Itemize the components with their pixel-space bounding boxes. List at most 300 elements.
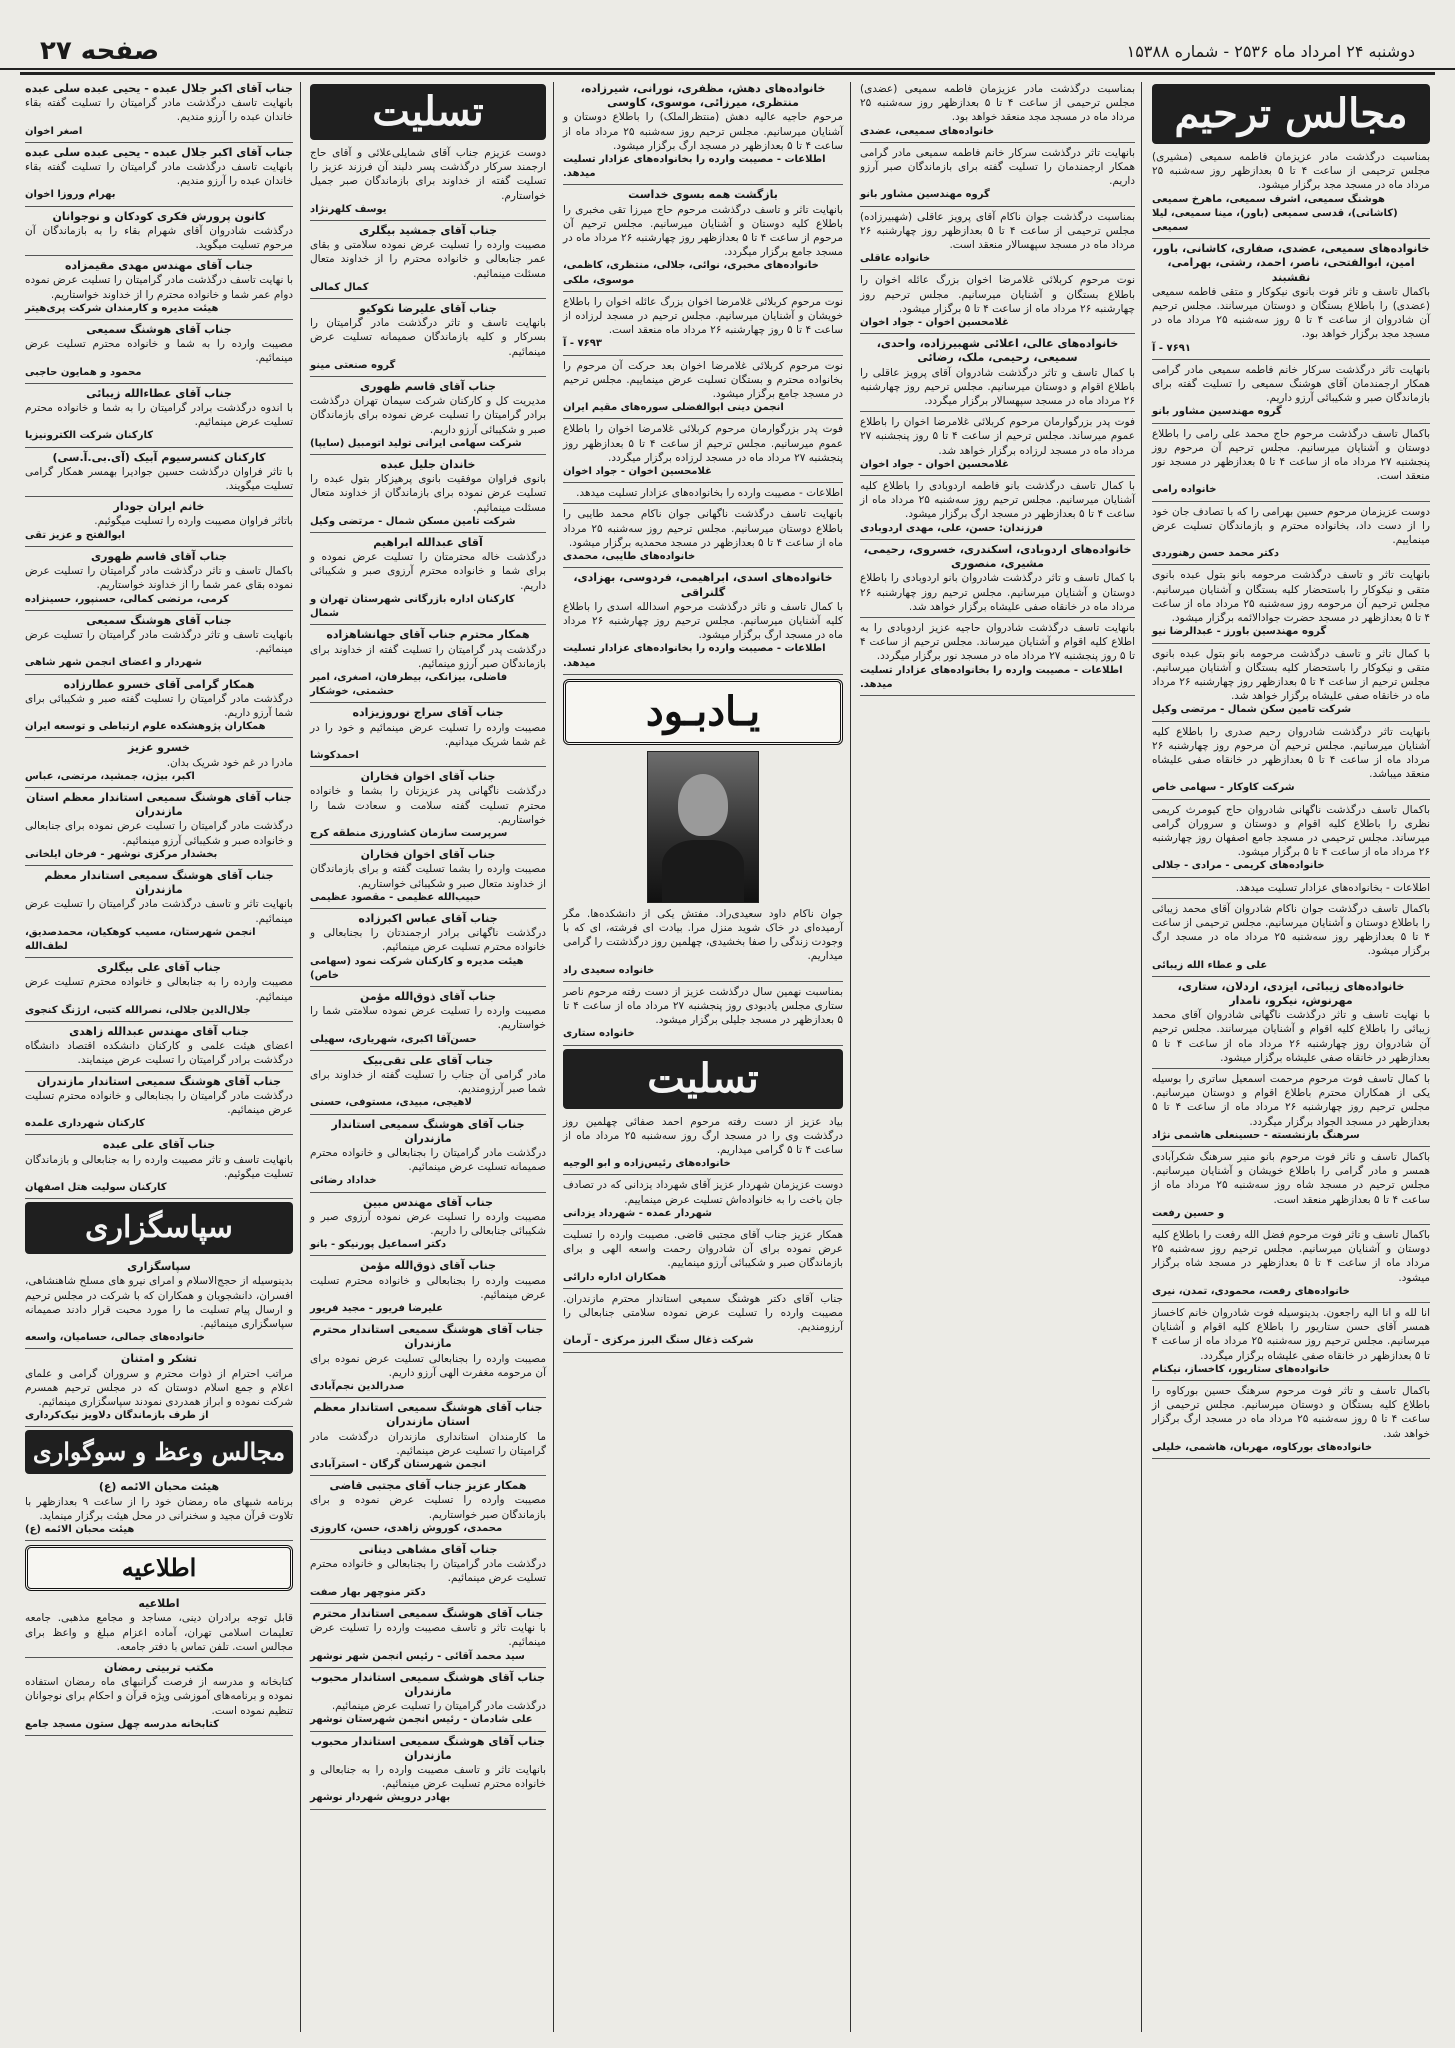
notice [1152,881,1430,899]
notice [25,1352,293,1427]
notice-body: بانهایت تاثر و تاسف درگذشت مرحومه بانو بتول عبده بانوی متقی و نیکوکار را باستحضار کلیه بستگان و آشنایان میرسانیم. مجلس ترحیم آن مرحومه روز سه‌شنبه ۲۵ مرداد ماه از ساعت ۴ تا ۵ بعدازظهر در مسجد حضرت جوادالائمه برگزار میشود. [1152,569,1430,625]
notice-signature: کمال کمالی [310,281,369,293]
notice-heading: کانون پرورش فکری کودکان و نوجوانان [52,209,266,223]
notice-signature: خانواده‌های طایبی، محمدی [563,551,696,563]
notice-signature: غلامحسین اخوان - جواد اخوان [563,466,712,478]
notice [1152,242,1430,360]
notice [1152,980,1430,1069]
notice-signature: و حسین رفعت [1152,1207,1225,1219]
notice-signature: صدرالدین نجم‌آبادی [310,1381,405,1393]
notice-signature: جلال‌الدین جلالی، نصرالله کتبی، ارژنگ کنجوی [25,1004,251,1016]
notice-body: باکمال تاسف و تاثر فوت مرحوم سرهنگ حسین بورکاوه را باطلاع کلیه بستگان و دوستان میرسانیم. مجلس ترحیمی از ساعت ۴ تا ۵ روز سه‌شنبه ۲۵ مرداد ماه در مسجد ارگ برگزار خواهد شد. [1152,1385,1431,1440]
notice-signature: گروه مهندسین مشاور بانو [860,189,990,201]
notice [310,146,546,221]
notice [25,387,293,448]
notice-signature: حبیب‌الله عظیمی - مقصود عظیمی [310,891,481,903]
notice-heading: جناب آقای هوشنگ سمیعی [86,323,232,337]
notice-heading: جناب آقای مهندس مهدی مقیمزاده [64,259,254,273]
notice-body: بانهایت تاثر درگذشت سرکار خانم فاطمه سمیعی مادر گرامی همکار ارجمندمان را تسلیت گفته برای بازماندگان صبر آرزو داریم. [860,146,1135,188]
notice-body: با کمال تاسف و تاثر درگذشت شادروان آقای پرویز عاقلی را باطلاع اقوام و دوستان میرسانیم. مجلس ترحیم روز چهارشنبه ۲۶ مرداد ماه در مسجد سپهسالار برگزار میگردد. [860,366,1135,408]
notice-signature: علیرضا فریور - مجید فریور [310,1303,444,1315]
notice-heading: جناب آقای جمشید بیگلری [358,224,498,238]
notice-heading: جناب آقای هوشنگ سمیعی استاندار معظم مازندران [44,868,274,897]
notice-signature: همکاران اداره دارائی [563,1271,667,1283]
notice-body: دوست عزیزم جناب آقای شمایلی‌علائی و آقای حاج ارجمند سرکار درگذشت پسر دلبند آن فرزند عزیز را تسلیت گفته از خداوند برای بازماندگان صبر جمیل خواستارم. [310,147,546,202]
notice-signature: خانواده رامی [1152,484,1217,496]
notice [563,188,843,291]
notice-body: برنامه شبهای ماه رمضان خود را از ساعت ۹ بعدازظهر با تلاوت قرآن مجید و سخنرانی در محل هیئت برگزار مینماید. [25,1495,293,1522]
notice-signature: محمود و همایون حاجبی [25,366,142,378]
notice-signature: کارکنان سولیت هتل اصفهان [25,1182,167,1194]
notice-body: با کمال تاثر و تاسف درگذشت مرحومه بانو بتول عبده بانوی متقی و نیکوکار را باستحضار کلیه بستگان و آشنایان میرسانیم. مجلس ترحیم از ساعت ۴ تا ۵ بعدازظهر روز چهارشنبه ۲۶ مرداد ماه در خانقاه صفی علیشاه برگزار خواهد شد. [1152,647,1431,703]
notice-signature: محمدی، کوروش زاهدی، حسن، کاروزی [310,1522,503,1534]
notice-heading: جناب آقای هوشنگ سمیعی استاندار معظم استان مازندران [26,790,292,819]
notice-heading: جناب آقای علیرضا نکوکیو [359,302,497,316]
notice-heading: تشکر و امتنان [120,1352,198,1366]
notice [25,323,293,384]
notice [310,1259,546,1320]
notice [25,1597,293,1658]
notice [25,1075,293,1136]
notice-signature: خانواده ستاری [563,1028,635,1040]
notice-signature: گروه مهندسین مشاور بانو [1152,406,1282,418]
notice-body: درگذشت شادروان آقای شهرام بقاء را به بازماندگان آن مرحوم تسلیت میگوید. [25,224,293,252]
notice [1152,1072,1430,1147]
notice-signature: یوسف کلهرنژاد [310,203,387,215]
notice [1152,725,1430,800]
notice [1152,1306,1430,1381]
notice [310,1607,546,1668]
notice-heading: جناب آقای مهندس مبین [362,1195,494,1209]
notice-heading: جناب آقای هوشنگ سمیعی استاندار مازندران [36,1074,282,1088]
notice-signature: بهرام وروزا اخوان [25,189,116,201]
notice [310,628,546,703]
notice-body: باکمال تاسف درگذشت جوان ناکام شادروان آقای محمد زیبائی را باطلاع دوستان و آشنایان میرسانیم. مجلس ترحیمی از ساعت ۴ تا ۵ بعدازظهر روز سه‌شنبه ۲۵ مرداد ماه در مسجد ارگ برگزار میشود. [1152,902,1430,958]
notice-body: دوست عزیزمان مرحوم حسین بهرامی را که با تصادف جان خود را از دست داد، بخانواده محترم و بازماندگان تسلیت عرض مینماییم. [1152,505,1430,547]
notice-heading: آقای عبدالله ابراهیم [373,536,483,550]
notice-body: با نهایت تاثر و تاسف مصیبت وارده را تسلیت عرض مینمائیم. [310,1622,546,1649]
masthead [0,0,1455,70]
notice-body: با کمال تاسف و تاثر درگذشت مرحوم اسدالله اسدی را باطلاع کلیه آشنایان میرسانیم. مجلس ترحیم روز چهارشنبه ۲۶ مرداد ماه در مسجد ارگ برگزار میشود. [563,600,843,642]
notice-heading: جناب آقای مشاهی دینانی [358,1543,498,1557]
notice-signature: کارکنان اداره بازرگانی شهرستان تهران و شمال [310,593,515,620]
notice [1152,647,1430,722]
notice-signature: علی و عطاء الله زیبائی [1152,959,1268,971]
notice [563,1228,843,1289]
notice-body: بانوی فراوان موفقیت بانوی پرهیزکار بتول عبده را تسلیت عرض نموده برای بازماندگان از خداوند متعال مسئلت مینمائیم. [310,473,546,514]
notice-signature: هیئت مدیره و کارمندان شرکت پری‌هیتر [25,302,219,314]
notice-body: بیاد عزیز از دست رفته مرحوم احمد صفائی چهلمین روز درگذشت وی را در مسجد ارگ روز سه‌شنبه ۲۵ مرداد ماه از ساعت ۴ تا ۵ گرامی میداریم. [563,1115,843,1156]
notice [310,706,546,767]
notice-signature: ابوالفتح و عزیز تقی [25,529,125,541]
notice-body: بمناسبت نهمین سال درگذشت عزیز از دست رفته مرحوم ناصر ستاری مجلس یادبودی روز پنجشنبه ۲۷ مرداد ماه از ساعت ۴ تا ۵ بعدازظهر در مسجد جلیلی برگزار میشود. [563,985,844,1027]
notice-signature: خانواده‌های مخبری، نوائی، جلالی، منتظری، کاظمی، موسوی، ملکی [563,260,819,286]
notice-signature: خانواده‌های کریمی - مرادی - جلالی [1152,860,1325,872]
notice [310,224,546,299]
notice-body: درگذشت ناگهانی پدر عزیزتان را بشما و خانواده محترم تسلیت گفته سلامت و سعادت شما را خواستاریم. [310,785,546,826]
notice-body: بانهایت تاسف درگذشت مادر گرامیتان را تسلیت گفته بقاء خاندان عبده را آرزو مندیم. [25,97,293,124]
notice-heading: خانواده‌های سمیعی، عضدی، صفاری، کاشانی، باور، امین، ابوالفتحی، ناصر، احمد، رشتی، بهرامی، نقشبند [1152,242,1430,284]
notice-body: مصیبت وارده را تسلیت عرض نموده سلامتی شما را خواستاریم. [310,1005,546,1032]
notice-body: مادر گرامی آن جناب را تسلیت گفته از خداوند برای شما صبر آرزومندیم. [310,1068,546,1096]
notice-body: مراتب احترام از ذوات محترم و سروران گرامی و علمای اعلام و جمع اسلام دوستان که در مجلس ترحیم همسرم شرکت نموده و ابراز همدردی نمودند سپاسگزاری مینمائیم. [25,1367,293,1409]
notice-signature: ۷۶۹۳ - آ [563,338,602,350]
notice-heading: جناب آقای هوشنگ سمیعی استاندار محبوب مازندران [310,1734,546,1762]
notice-body: مصیبت وارده را تسلیت عرض نموده سلامتی و بقای عمر جنابعالی و خانواده محترم را از خداوند متعال مسئلت مینمائیم. [310,239,546,280]
notice-body: بانهایت تاثر و تاسف درگذشت مرحوم حاج میرزا تقی مخبری را باطلاع کلیه دوستان و آشنایان میرسانیم. مجلس ترحیم آن مرحوم از ساعت ۴ تا ۵ بعدازظهر روز چهارشنبه ۲۶ مرداد ماه در مسجد جامع برگزار میگردد. [563,203,843,259]
notice-signature: انجمن شهرستان، مسیب کوهکیان، محمدصدیق، لطف‌الله [25,926,256,952]
notice-signature: اکبر، بیژن، جمشید، مرتضی، عباس [25,770,195,782]
notice-heading: جناب آقای قاسم ظهوری [360,380,496,394]
notice-signature: بخشدار مرکزی نوشهر - فرخان ایلخانی [25,848,218,860]
notice [563,571,843,674]
notice [25,82,293,143]
notice-body: مصیبت وارده را تسلیت عرض نموده آرزوی صبر و شکیبائی جنابعالی را داریم. [310,1210,546,1238]
notice-body: بانهایت تاسف درگذشت ناگهانی جوان ناکام محمد طایبی را باطلاع دوستان میرسانیم. مجلس ترحیم روز سه‌شنبه ۲۵ مرداد ماه از ساعت ۴ تا ۵ بعدازظهر در مسجد محمدیه برگزار میشود. [563,508,843,549]
notice-body: بانهایت تاثر درگذشت سرکار خانم فاطمه سمیعی مادر گرامی همکار ارجمندمان آقای هوشنگ سمیعی را تسلیت گفته برای بازماندگان صبر و شکیبائی آرزو داریم. [1152,363,1430,405]
column-4 [305,82,551,2032]
notice-body: با نهایت تاسف و تاثر درگذشت ناگهانی شادروان آقای محمد زیبائی را باطلاع کلیه اقوام و آشنایان میرسانند. مجلس ترحیم آن شادروان روز چهارشنبه ۲۶ مرداد ماه از ساعت ۴ تا ۵ بعدازظهر در خانقاه صفی علیشاه برگزار میشود. [1152,1009,1430,1064]
notice-heading: جناب آقای اخوان فخاران [360,770,496,784]
notice [1152,1228,1430,1303]
notice-body: بانهایت تاسف درگذشت مادر گرامیتان را تسلیت گفته بقاء خاندان عبده را آرزو مندیم. [25,161,293,188]
notice [1152,363,1430,424]
notice [310,536,546,625]
notice-body: بانهایت تاثر و تاسف مصیبت وارده را به جنابعالی و خانواده محترم تسلیت عرض مینمائیم. [310,1763,546,1791]
notice [563,1178,843,1225]
notice-body: درگذشت مادر گرامیتان را تسلیت گفته صبر و شکیبائی برای شما آرزو داریم. [25,692,293,719]
notice [310,380,546,455]
notice [860,621,1135,696]
notice-signature: علی شادمان - رئیس انجمن شهرستان نوشهر [310,1714,533,1726]
notice-heading: هیئت محبان الائمه (ع) [98,1480,220,1494]
column-rule [1141,82,1142,2032]
notice-body: فوت پدر بزرگوارمان مرحوم کربلائی غلامرضا اخوان را باطلاع عموم میرساند. مجلس ترحیم از ساعت ۴ تا ۵ روز پنجشنبه ۲۷ مرداد ماه در مسجد لرزاده برگزار خواهد شد. [860,416,1135,457]
ettelaie-banner: اطلاعیه [25,1545,293,1591]
notice-signature: کارکنان شرکت الکترونیزیا [25,430,154,442]
notice [25,1661,293,1736]
notice [310,1671,546,1732]
notice-heading: خانم ایران جودار [113,500,205,514]
notice-body: بمناسبت درگذشت جوان ناکام آقای پرویز عاقلی (شهبیرزاده) مجلس ترحیمی از ساعت ۴ تا ۵ بعدازظهر روز چهارشنبه ۲۶ مرداد ماه در مسجد سپهسالار منعقد است. [860,210,1136,252]
notice-heading: خانواده‌های عالی، اعلائی شهبیرزاده، واحدی، سمیعی، رحیمی، ملک، رضائی [876,337,1119,365]
notice-signature: خداداد رضائی [310,1175,377,1187]
notice [310,1196,546,1257]
notice-signature: هوشنگ سمیعی، اشرف سمیعی، ماهرخ سمیعی (کاشانی)، قدسی سمیعی (باور)، مینا سمیعی، لیلا سمیعی [1152,193,1398,234]
notice-body: مصیبت وارده را تسلیت عرض مینمائیم و خود را در غم شما شریک میدانیم. [310,721,546,748]
notice [25,1260,293,1349]
notice [1152,505,1430,566]
notice [310,848,546,909]
column-3 [558,82,848,2032]
notice-signature: دکتر محمد حسن رهنوردی [1152,548,1280,560]
notice-body: درگذشت مادر گرامیتان را بجنابعالی و خانواده محترم صمیمانه تسلیت عرض مینمائیم. [310,1147,546,1174]
notice-body: جوان ناکام داود سعیدی‌راد. مفتش یکی از دانشکده‌ها. مگر آرمیده‌ای در خاک شوید منزل مرا. بیادت ای فرشته، ای که با وجودت زندگی را صفا بخشیدی، چهلمین روز درگذشتت را گرامی میداریم. [563,907,843,963]
notice-body: با کمال تاسف درگذشت بانو فاطمه اردوبادی را باطلاع کلیه آشنایان میرسانیم. مجلس ترحیم روز سه‌شنبه ۲۵ مرداد ماه از ساعت ۴ تا ۵ بعدازظهر در مسجد ارگ برگزار میشود. [860,480,1135,521]
notice-heading: جناب آقای هوشنگ سمیعی استاندار محترم [312,1606,544,1620]
notice-heading: جناب آقای قاسم ظهوری [91,549,227,563]
notice-body: مصیبت وارده را بجنابعالی و خانواده محترم تسلیت عرض مینمائیم. [310,1274,546,1301]
notice-signature: اصغر اخوان [25,125,83,137]
notice-body: با نهایت تاسف درگذشت مادر گرامیتان را تسلیت عرض نموده دوام عمر شما و خانواده محترم را از خداوند خواستاریم. [25,274,293,301]
notice-body: باکمال تاسف درگذشت مرحوم حاج محمد علی رامی را باطلاع دوستان و آشنایان میرسانیم. مجلس ترحیم آن مرحوم روز پنجشنبه ۲۷ مرداد ماه از ساعت ۴ تا ۵ بعدازظهر در مسجد نور منعقد است. [1152,427,1431,483]
notice-body: همکار عزیز جناب آقای مجتبی قاضی. مصیبت وارده را تسلیت عرض نموده برای آن شادروان رحمت واسعه الهی و برای بازماندگان صبر و شکیبائی آرزو مینماییم. [563,1228,843,1270]
notice-body: مدیریت کل و کارکنان شرکت سیمان تهران درگذشت برادر گرامیتان را تسلیت عرض نموده برای بازماندگان صبر و شکیبائی آرزو داریم. [310,395,546,436]
notice-signature: دکتر اسماعیل پورنیکو - بانو [310,1239,447,1251]
notice-signature: خانواده‌های رفعت، محمودی، تمدن، نیری [1152,1285,1350,1297]
notice-signature: شهردار عمده - شهرداد یزدانی [563,1207,713,1219]
notice-signature: غلامحسین اخوان - جواد اخوان [860,317,1009,329]
notice [25,550,293,611]
notice-signature: خانواده‌های سمیعی، عضدی [860,125,995,137]
notice-body: فوت پدر بزرگوارمان مرحوم کربلائی غلامرضا اخوان را باطلاع عموم میرسانیم. مجلس ترحیم از ساعت ۴ تا ۵ بعدازظهر روز پنجشنبه ۲۷ مرداد ماه در مسجد لرزاده برگزار میگردد. [563,423,843,464]
notice-body: انا لله و انا الیه راجعون. بدینوسیله فوت شادروان خانم کاخساز همسر آقای حسن ستاریور را باطلاع کلیه اقوام و آشنایان میرسانیم. مجلس ترحیم روز سه‌شنبه ۲۵ مرداد ماه از ساعت ۴ تا ۵ بعدازظهر در خانقاه صفی علیشاه برگزار میگردد. [1152,1307,1430,1362]
notice-signature: کارکنان شهرداری علمده [25,1118,145,1130]
notice-body: جناب آقای دکتر هوشنگ سمیعی استاندار محترم مازندران. مصیبت وارده را تسلیت عرض نموده سلامتی جنابعالی را آرزومندیم. [563,1292,843,1334]
notice [1152,902,1430,977]
notice [25,259,293,320]
notice-signature: اطلاعات - مصیبت وارده را بخانواده‌های عزادار تسلیت میدهد. [563,154,826,180]
notice [563,82,843,185]
notice-body: درگذشت خاله محترمتان را تسلیت عرض نموده و برای شما و خانواده محترم آرزوی صبر و شکیبائی داریم. [310,551,546,592]
notice [25,791,293,866]
notice-signature: حسن‌آقا اکبری، شهریاری، سهیلی [310,1033,477,1045]
notice-body: باکمال تاسف و تاثر درگذشت مادر گرامیتان را تسلیت عرض نموده بقای عمر شما را از خداوند خواستاریم. [25,565,293,592]
notice-signature: خانواده سعیدی راد [563,964,655,976]
notice-body: مادرا در غم خود شریک بدان. [166,756,293,769]
notice-body: دوست عزیزمان شهردار عزیز آقای شهرداد یزدانی که در تصادف جان باخت را به خانواده‌اش تسلیت عرض مینماییم. [563,1179,843,1206]
notice-body: درگذشت مادر گرامیتان را بجنابعالی و خانواده محترم تسلیت عرض مینمائیم. [310,1558,546,1585]
notice-heading: جناب آقای مهندس عبدالله زاهدی [69,1024,249,1038]
notice-signature: خانواده‌های بورکاوه، مهربان، هاشمی، خلیلی [1152,1441,1373,1453]
notice-heading: خسرو عزیز [128,741,190,755]
notice [563,422,843,483]
notice [860,210,1135,271]
notice-heading: جناب آقای اکبر جلال عبده - یحیی عبده سلی عبده [25,145,293,159]
notice-signature: شهردار و اعضای انجمن شهر شاهی [25,657,203,669]
notice [310,1479,546,1540]
notice [563,907,843,982]
notice-body: بانهایت تاثر و تاسف درگذشت مادر گرامیتان را تسلیت عرض مینمائیم. [25,898,293,925]
notice-body: مصیبت وارده را تسلیت عرض نموده و برای بازماندگان صبر خواستاریم. [310,1494,546,1521]
notice-body: باکمال تاسف و تاثر فوت مرحوم فضل الله رفعت را باطلاع کلیه دوستان و آشنایان میرسانیم. مجلس ترحیم روز سه‌شنبه ۲۵ مرداد ماه از ساعت ۴ تا ۵ بعدازظهر در مسجد شاه برگزار میشود. [1152,1229,1430,1284]
notice [25,210,293,257]
notice [563,1292,843,1353]
notice-signature: انجمن شهرستان گرگان - استرآبادی [310,1459,486,1471]
notice-signature: شرکت ذغال سنگ البرز مرکزی - آرمان [563,1335,754,1347]
notice-heading: خاندان جلیل عبده [380,458,476,472]
notice-heading: جناب آقای هوشنگ سمیعی [86,613,232,627]
notice-heading: مکتب تربیتی رمضان [104,1661,214,1675]
notice-body: درگذشت مادر گرامیتان را تسلیت عرض نموده برای جنابعالی و خانواده صبر و شکیبائی آرزو مینمائیم. [25,820,293,847]
notice-body: درگذشت مادر گرامیتان را تسلیت عرض مینمائیم. [331,1700,546,1713]
column-rule [300,82,301,2032]
notice-signature: کرمی، مرتضی کمالی، حسنپور، حسینزاده [25,593,229,605]
notice-signature: خانواده‌های رئیس‌زاده و ابو الوجیه [563,1158,731,1170]
notice-signature: لاهیجی، مبیدی، مستوفی، حسنی [310,1097,472,1109]
notice-body: با کمال تاسف فوت مرحوم مرحمت اسمعیل ساتری را بوسیله یکی از همکاران محترم باطلاع اقوام و دوستان میرسانیم. مجلس ترحیم روز چهارشنبه ۲۶ مرداد ماه از ساعت ۴ تا ۵ بعدازظهر در مسجد الجواد برگزار میگردد. [1152,1072,1430,1128]
notice-signature: گروه صنعتی مینو [310,359,396,371]
notice-heading: خانواده‌های دهش، مظفری، نورانی، شیرزاده، منتظری، میرزائی، موسوی، کاوسی [580,82,826,110]
notice [25,869,293,958]
notice [310,912,546,987]
notice-signature: اطلاعات - مصیبت وارده را بخانواده‌های عزادار تسلیت میدهد. [563,643,826,669]
notice-heading: همکار گرامی آقای خسرو عطارزاده [63,677,255,691]
notice [310,1118,546,1193]
portrait-photo [647,751,759,903]
vaz-sogvari-banner: مجالس وعظ و سوگواری [25,1430,293,1474]
notice [1152,568,1430,643]
notice-signature: شرکت کاوکار - سهامی خاص [1152,782,1295,794]
page-number: صفحه ۲۷ [40,36,160,66]
notice [563,359,843,420]
notice-body: باکمال تاسف و تاثر فوت بانوی نیکوکار و متقی فاطمه سمیعی (عضدی) را باطلاع بستگان و دوستان میرسانند. مجلس ترحیم آن شادروان از ساعت ۴ تا ۵ روز سه‌شنبه ۲۵ مرداد ماه در مسجد مجد برگزار خواهد بود. [1152,285,1431,341]
tasliat-banner: تسلیت [310,84,546,140]
notice-body: با اندوه درگذشت برادر گرامیتان را به شما و خانواده محترم تسلیت عرض مینمائیم. [25,402,293,429]
notice [310,1054,546,1115]
notice [860,337,1135,412]
notice [563,985,843,1046]
notice-signature: احمدکوشا [310,749,359,761]
column-rule [553,82,554,2032]
notice [25,961,293,1022]
notice-heading: جناب آقای سراج نوروزیزاده [352,706,504,720]
notice [25,1025,293,1072]
notice-body: کتابخانه و مدرسه از فرصت گرانبهای ماه رمضان استفاده نموده و برنامه‌های آموزشی ویژه قرآن و احکام برای نوجوانان تنظیم نموده است. [25,1676,293,1717]
notice [25,741,293,788]
notice [25,1138,293,1199]
notice-signature: شرکت سهامی ایرانی تولید اتومبیل (سایپا) [310,437,522,449]
notice-body: نوت مرحوم کربلائی غلامرضا اخوان بعد حرکت آن مرحوم را بخانواده محترم و بستگان تسلیت عرض مینماییم. مجلس ترحیم در مسجد جامع برگزار میشود. [563,359,843,401]
notice-signature: ۷۶۹۱ - آ [1152,342,1191,354]
notice [310,302,546,377]
notice-heading: جناب آقای عطاءالله زیبائی [86,386,232,400]
notice-signature: غلامحسین اخوان - جواد اخوان [860,458,1009,470]
notice [310,458,546,533]
notice-body: بمناسبت درگذشت مادر عزیزمان فاطمه سمیعی (مشیری) مجلس ترحیمی از ساعت ۴ تا ۵ بعدازظهر روز سه‌شنبه ۲۵ مرداد ماه در مسجد مجد برگزار میشود. [1152,151,1431,192]
notice-signature: هیئت محبان الائمه (ع) [25,1524,135,1536]
notice-signature: سرپرست سازمان کشاورزی منطقه کرج [310,827,508,839]
notice-heading: خانواده‌های اردوبادی، اسکندری، خسروی، رحیمی، مشیری، منصوری [863,542,1132,571]
tasliat-banner-2: تسلیت [563,1049,843,1109]
notice-heading: خانواده‌های زیبائی، ایزدی، اردلان، ستاری، مهرنوش، نیکرو، نامدار [1177,979,1405,1007]
notice-signature: بهادر درویش شهردار نوشهر [310,1792,451,1804]
notice-body: بمناسبت درگذشت مادر عزیزمان فاطمه سمیعی (عضدی) مجلس ترحیمی از ساعت ۴ تا ۵ بعدازظهر روز سه‌شنبه ۲۵ مرداد ماه در مسجد مجد منعقد خواهد بود. [860,83,1136,124]
notice-signature: سید محمد آقائی - رئیس انجمن شهر نوشهر [310,1650,525,1662]
notice-heading: سپاسگزاری [127,1260,191,1274]
notice-signature: سرهنگ بازنشسته - حسینعلی هاشمی نژاد [1152,1129,1360,1141]
notice [860,146,1135,207]
notice-heading: جناب آقای هوشنگ سمیعی استاندار محبوب مازندران [310,1670,546,1698]
notice-signature: هیئت مدیره و کارکنان شرکت نمود (سهامی خاص) [310,955,524,981]
notice [1152,427,1430,502]
notice [25,1480,293,1541]
notice-signature: شرکت تامین سکن شمال - مرتضی وکیل [1152,704,1352,716]
notice [860,415,1135,476]
notice-body: بانهایت تاسف و تاثر درگذشت مادر گرامیتان را بسرکار و کلیه بازماندگان صمیمانه تسلیت عرض مینمائیم. [310,317,546,358]
notice [25,678,293,739]
column-5 [20,82,298,2032]
notice [1152,803,1430,878]
notice-heading: خانواده‌های اسدی، ابراهیمی، فردوسی، بهزادی، گلنراقی [573,571,833,599]
notice-body: نوت مرحوم کربلائی غلامرضا اخوان بزرگ عائله اخوان را باطلاع بستگان و آشنایان میرسانیم. مجلس ترحیم روز چهارشنبه ۲۶ مرداد ماه از ساعت ۴ تا ۵ برگزار میشود. [860,274,1135,315]
notice-heading: جناب آقای اکبر جلال عبده - یحیی عبده سلی عبده [25,82,293,95]
notice [860,82,1135,143]
notice-body: نوت مرحوم کربلائی غلامرضا اخوان بزرگ عائله اخوان را باطلاع خویشان و آشنایان میرسانیم. مجلس ترحیم در مسجد لرزاده از ساعت ۴ تا ۵ روز چهارشنبه ۲۶ مرداد ماه منعقد است. [563,295,843,337]
notice-body: اطلاعات - مصیبت وارده را بخانواده‌های عزادار تسلیت میدهد. [576,487,843,500]
notice [563,507,843,568]
notice [1152,150,1430,239]
notice-heading: جناب آقای علی بیگلری [97,961,221,975]
notice-heading: جناب آقای ذوق‌الله مؤمن [359,1259,497,1273]
notice [310,1735,546,1810]
notice-heading: جناب آقای هوشنگ سمیعی استاندار مازندران [331,1117,525,1145]
notice-signature: دکتر منوچهر بهار صفت [310,1586,426,1598]
notice-body: اعضای هیئت علمی و کارکنان دانشکده اقتصاد دانشگاه درگذشت برادر گرامیتان را تسلیت عرض مینمایند. [25,1040,293,1067]
notice [25,451,293,498]
column-2 [855,82,1140,2032]
notice-heading: جناب آقای علی عبده [102,1138,216,1152]
notice-signature: اطلاعات - مصیبت وارده را بخانواده‌های عزادار تسلیت میدهد. [860,664,1123,690]
notice-signature: فرزندان: حسن، علی، مهدی اردوبادی [860,522,1044,534]
notice-heading: همکار محترم جناب آقای جهانشاهزاده [326,628,530,642]
notice-body: با کمال تاسف و تاثر درگذشت شادروان بانو اردوبادی را باطلاع دوستان و آشنایان میرسانیم. مجلس ترحیم روز چهارشنبه ۲۶ مرداد ماه در خانقاه صفی علیشاه برگزار خواهد شد. [860,572,1135,613]
notice [1152,1150,1430,1225]
notice-signature: از طرف بازماندگان دلاویز نیک‌کرداری [25,1410,209,1422]
notice-body: درگذشت پدر گرامیتان را تسلیت گفته از خداوند برای بازماندگان صبر آرزو مینمائیم. [310,643,546,670]
notice [1152,1384,1430,1459]
issue-date-line: دوشنبه ۲۴ امرداد ماه ۲۵۳۶ - شماره ۱۵۳۸۸ [1126,42,1415,61]
notice-body: قابل توجه برادران دینی، مساجد و مجامع مذهبی. جامعه تعلیمات اسلامی تهران، آماده اعزام مبلغ و واعظ برای مجالس است. تلفن تماس با دفتر جامعه. [25,1612,293,1653]
notice-heading: جناب آقای اخوان فخاران [360,848,496,862]
notice-heading: کارکنان کنسرسیوم آبیک (آی.بی.آ.سی) [52,450,266,464]
majales-tarhim-banner: مجالس ترحیم [1152,84,1430,144]
notice-heading: جناب آقای عباس اکبرزاده [358,911,498,925]
notice-body: مصیبت وارده را به جنابعالی و خانواده محترم تسلیت عرض مینمائیم. [25,976,293,1003]
notice-body: باتاثر فراوان مصیبت وارده را تسلیت میگوئیم. [94,515,293,528]
column-rule [850,82,851,2032]
notice [860,479,1135,540]
notice-body: درگذشت ناگهانی برادر ارجمندتان را بجنابعالی و خانواده محترم تسلیت عرض مینمائیم. [310,927,546,954]
notice [310,1323,546,1398]
notice-body: بدینوسیله از حجج‌الاسلام و امرای نیرو های مسلح شاهنشاهی، افسران، دانشجویان و همکاران که با شرکت در مجلس ترحیم و ارسال پیام تسلیت ما را مورد محبت قرار دادند صمیمانه سپاسگزاری مینمائیم. [25,1275,293,1331]
notice [25,500,293,547]
notice-heading: همکار عزیز جناب آقای مجتبی قاضی [329,1479,527,1493]
notice [860,273,1135,334]
notice-heading: بازگشت همه بسوی خداست [628,188,778,202]
notice-signature: کتابخانه مدرسه چهل ستون مسجد جامع [25,1718,220,1730]
notice-signature: انجمن دینی ابوالفضلی سوره‌های مقیم ایران [563,402,784,414]
notice-body: باکمال تاسف و تاثر فوت مرحوم بانو منیر سرهنگ شکرآبادی همسر و مادر گرامی را باطلاع خویشان و آشنایان میرسانیم. مجلس ترحیم در مسجد شاه روز سه‌شنبه ۲۵ مرداد ماه از ساعت ۴ تا ۵ بعدازظهر منعقد است. [1152,1151,1431,1206]
notice [563,486,843,504]
notice [25,146,293,207]
notice-signature: همکاران پژوهشکده علوم ارتباطی و توسعه ایران [25,721,266,733]
notice-signature: فاضلی، بیزانکی، بیطرفان، اصغری، امیر حشمتی، خوشکار [310,671,508,698]
notice [563,1115,843,1176]
notice-heading: جناب آقای هوشنگ سمیعی استاندار معظم استان مازندران [313,1401,543,1429]
notice-body: بانهایت تاسف و تاثر درگذشت مادر گرامیتان را تسلیت عرض مینمائیم. [25,628,293,656]
notice-body: مصیبت وارده را بجنابعالی تسلیت عرض نموده برای آن مرحومه مغفرت الهی آرزو داریم. [310,1352,546,1379]
notice-signature: خانواده عاقلی [860,253,931,265]
yadbood-banner: یـادبـود [563,679,843,745]
notice-signature: خانواده‌های ستاریور، کاخساز، نیکنام [1152,1363,1330,1375]
notice-heading: اطلاعیه [138,1597,180,1611]
notice [25,614,293,675]
notice-body: مصیبت وارده را بشما تسلیت گفته و برای بازماندگان از خداوند متعال صبر و شکیبائی خواستاریم. [310,863,546,890]
notice-signature: خانواده‌های جمالی، حسامیان، واسعه [25,1332,205,1344]
notice-body: بانهایت تاثر درگذشت شادروان رحیم صدری را باطلاع کلیه آشنایان میرسانیم. مجلس ترحیم آن مرحوم روز چهارشنبه ۲۶ مرداد ماه از ساعت ۴ تا ۵ بعدازظهر در خانقاه صفی علیشاه منعقد میباشد. [1152,725,1431,781]
notice-body: باکمال تاسف درگذشت ناگهانی شادروان حاج کیومرث کریمی نظری را باطلاع کلیه اقوام و دوستان و سروران گرامی میرساند. مجلس ترحیمی در مسجد جامع اصفهان روز چهارشنبه ۲۶ مرداد ماه از ساعت ۴ تا ۵ برگزار میشود. [1152,803,1430,859]
